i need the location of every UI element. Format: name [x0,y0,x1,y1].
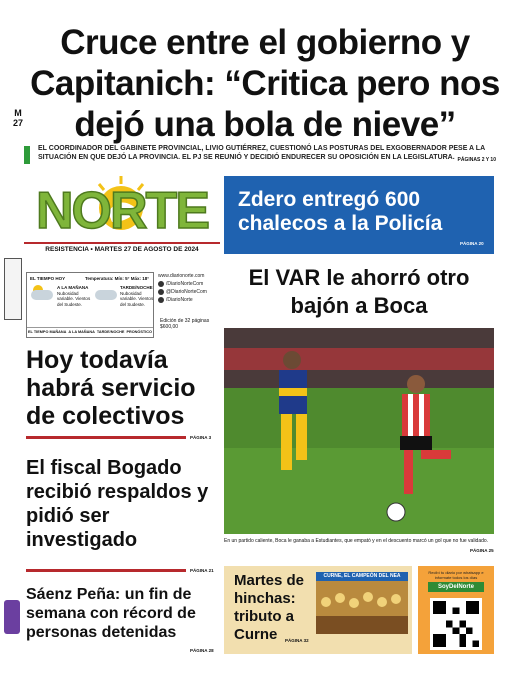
zdero-headline[interactable]: Zdero entregó 600 chalecos a la Policía [238,188,443,235]
story-divider [26,436,186,439]
contact-list [158,272,222,304]
story-colectivos-headline[interactable]: Hoy todavía habrá servicio de colectivos [26,346,196,430]
weather-title: EL TIEMPO HOY [30,276,66,281]
forecast-label: A LA MAÑANA [68,330,95,334]
headline-lead: EL COORDINADOR DEL GABINETE PROVINCIAL, LIVIO GUTIÉRREZ, CUESTIONÓ LAS POSTURAS DEL EXGOBERNADOR PESE A LA SITUACIÓN EN QUE DEJÓ LA PROVINCIA. EL PJ SE REUNIÓ Y DECIDIÓ ENDURECER SU OPOSICIÓN EN LA LEGISLATURA. [38,145,485,161]
cloud-icon [95,290,117,300]
morning-label: A LA MAÑANA [57,285,89,290]
instagram-icon [158,297,164,303]
lead-accent-bar [24,146,30,164]
section-tab [4,600,20,634]
facebook-icon [158,281,164,287]
curne-banner: CURNE, EL CAMPEÓN DEL NEA [316,572,408,581]
edition-letter: M [14,108,22,118]
afternoon-desc: Nubosidad variable. Vientos del Sudeste. [120,290,154,307]
promo-text: Recibí tu diario por whatsapp e informate todos los días [428,570,484,580]
facebook-link[interactable]: /DiarioNorteCom [166,281,204,287]
logo-wordmark: NORTE [36,182,208,240]
edition-price: $600,00 [160,324,179,330]
curne-page: PÁGINA 32 [285,638,309,643]
story-colectivos-page: PÁGINA 3 [190,435,212,440]
curne-photo [316,572,408,634]
instagram-link[interactable]: /DiarioNorte [166,297,193,303]
crowd-image [316,572,408,634]
qr-code-icon[interactable] [430,598,482,650]
sports-page: PÁGINA 25 [470,548,494,553]
main-headline[interactable]: Cruce entre el gobierno y Capitanich: “Critica pero nos dejó una bola de nieve” [30,23,500,144]
weather-box [26,272,154,338]
edition-pages: Edición de 32 páginas [160,318,210,324]
headline-page-ref: PÁGINAS 2 Y 10 [457,157,496,163]
afternoon-label: TARDE/NOCHE [120,285,153,290]
ball-icon [387,503,405,521]
promo-brand: SoyDelNorte [428,582,484,592]
web-link[interactable]: www.diarionorte.com [158,273,205,279]
weather-temps: Temperatura: Mín: 5° Máx: 18° [85,276,150,281]
edition-digit: 27 [12,118,23,128]
football-photo [224,328,494,534]
norte-logo [24,172,220,242]
vertical-info-strip [4,258,22,320]
story-fiscal-headline[interactable]: El fiscal Bogado recibió respaldos y pidió ser investigado [26,457,209,551]
forecast-label: TARDE/NOCHE [96,330,125,334]
whatsapp-promo-box[interactable] [418,566,494,654]
photo-caption: En un partido caliente, Boca le ganaba a Estudiantes, que empató y en el descuento marcó un gol que no fue validado. [224,538,489,544]
dateline: RESISTENCIA • MARTES 27 DE AGOSTO DE 2024 [45,246,199,253]
morning-desc: Nubosidad variable. Vientos del Sudeste. [57,290,91,307]
twitter-link[interactable]: @DiarioNorteCom [166,289,207,295]
story-fiscal-page: PÁGINA 21 [190,568,214,573]
cloud-icon [31,290,53,300]
forecast-label: PRONÓSTICO [126,330,152,334]
twitter-icon [158,289,164,295]
edition-info [160,318,220,330]
masthead-rule [24,242,220,244]
zdero-page: PÁGINA 20 [460,241,484,246]
curne-headline[interactable]: Martes de hinchas: tributo a Curne [234,572,305,643]
var-headline[interactable]: El VAR le ahorró otro bajón a Boca [248,265,470,318]
story-divider [26,569,186,572]
story-saenz-headline[interactable]: Sáenz Peña: un fin de semana con récord de personas detenidas [26,586,196,641]
edition-number [10,108,26,128]
story-saenz-page: PÁGINA 28 [190,648,214,653]
forecast-label: EL TIEMPO MAÑANA [28,330,67,334]
